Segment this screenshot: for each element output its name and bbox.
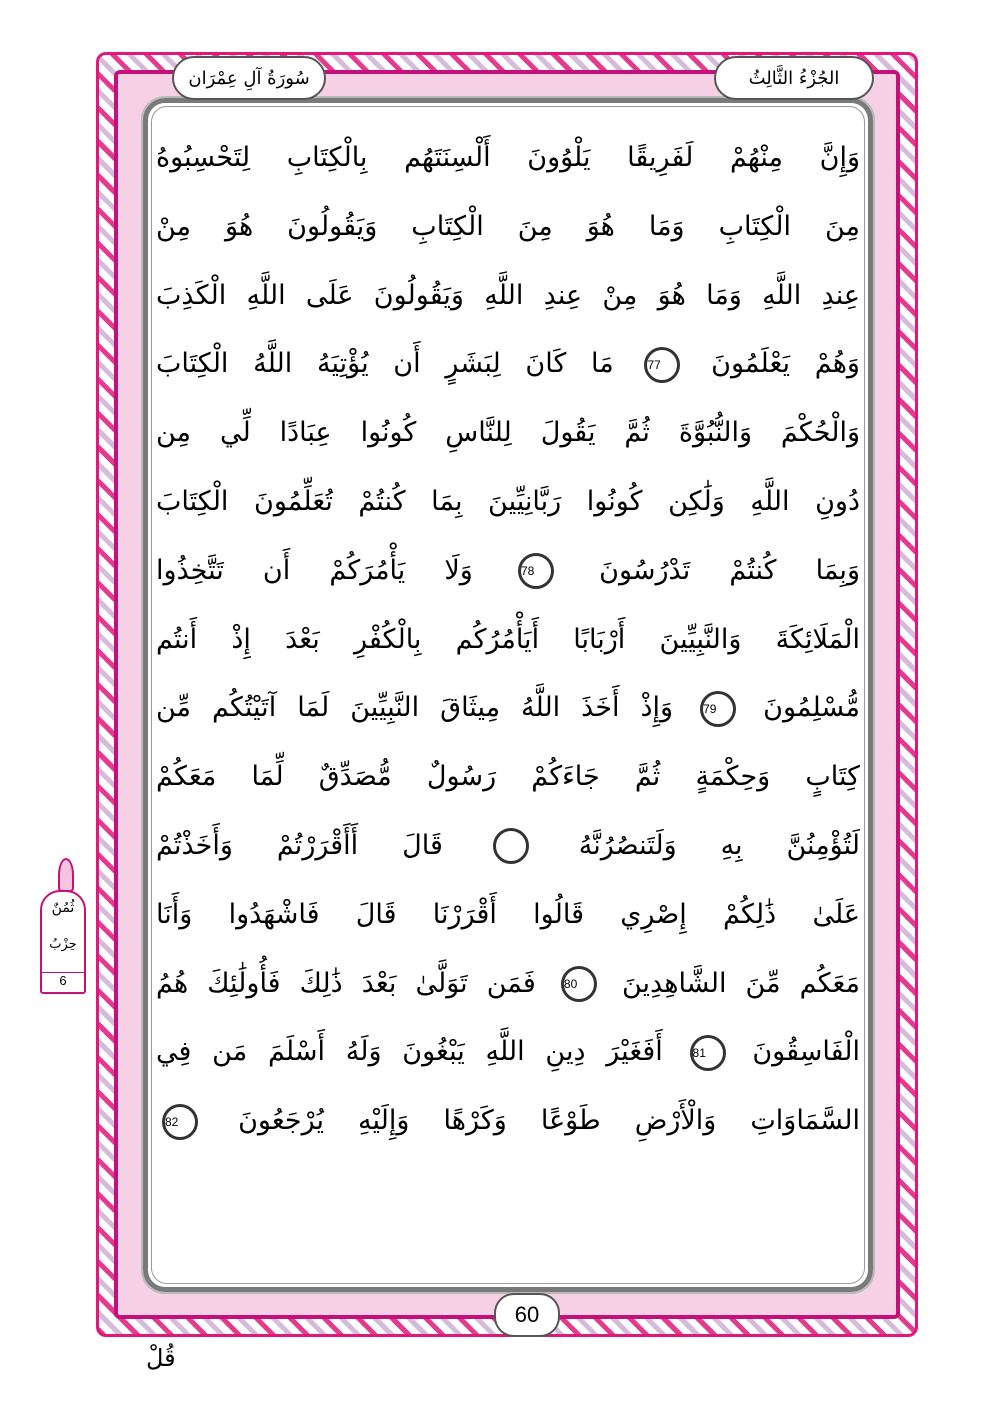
text-line bbox=[156, 881, 860, 950]
sajdah-marker-icon bbox=[493, 828, 529, 864]
verse-text: وَبِمَا كُنتُمْ تَدْرُسُونَ bbox=[599, 554, 860, 586]
verse-text: الْفَاسِقُونَ bbox=[752, 1036, 860, 1068]
verse-text: أَفَغَيْرَ دِينِ اللَّهِ يَبْغُونَ وَلَهُ أَسْلَمَ مَن فِي bbox=[156, 1036, 663, 1068]
ayah-number-marker: 82 bbox=[162, 1104, 198, 1140]
hizb-label: حِزْبُ bbox=[49, 936, 77, 952]
verse-text: فَمَن تَوَلَّىٰ بَعْدَ ذَٰلِكَ فَأُولَٰئِكَ هُمُ bbox=[156, 967, 536, 999]
verse-text: وَهُمْ يَعْلَمُونَ bbox=[711, 348, 860, 380]
text-line bbox=[156, 537, 860, 606]
verse-text: مَعَكُم مِّنَ الشَّاهِدِينَ bbox=[621, 967, 860, 999]
verse-text: وَلَا يَأْمُرَكُمْ أَن تَتَّخِذُوا bbox=[156, 554, 473, 586]
verse-text: وَالْحُكْمَ وَالنُّبُوَّةَ ثُمَّ يَقُولَ لِلنَّاسِ كُونُوا عِبَادًا لِّي مِن bbox=[156, 417, 860, 449]
ayah-number-marker: 79 bbox=[700, 691, 736, 727]
verse-text: وَإِنَّ مِنْهُمْ لَفَرِيقًا يَلْوُونَ أَلْسِنَتَهُم بِالْكِتَابِ لِتَحْسِبُوهُ bbox=[156, 142, 860, 173]
text-line bbox=[156, 812, 860, 881]
verse-text: عِندِ اللَّهِ وَمَا هُوَ مِنْ عِندِ اللَّهِ وَيَقُولُونَ عَلَى اللَّهِ الْكَذِبَ bbox=[156, 279, 860, 311]
ayah-number-marker: 81 bbox=[690, 1035, 726, 1071]
verse-text: مُّسْلِمُونَ bbox=[763, 692, 860, 724]
hizb-box bbox=[40, 890, 86, 994]
text-line bbox=[156, 468, 860, 537]
hizb-fraction: ثُمُنٌ bbox=[51, 900, 75, 916]
hizb-ornament-icon bbox=[58, 858, 74, 892]
text-line bbox=[156, 1087, 860, 1156]
page-number: 60 bbox=[494, 1293, 560, 1337]
verse-text: قَالَ أَأَقْرَرْتُمْ وَأَخَذْتُمْ bbox=[156, 829, 443, 861]
ayah-number-marker: 78 bbox=[518, 553, 554, 589]
verse-text: الْمَلَائِكَةَ وَالنَّبِيِّينَ أَرْبَابًا أَيَأْمُرُكُم بِالْكُفْرِ بَعْدَ إِذْ أَنتُم bbox=[156, 623, 860, 655]
text-line bbox=[156, 399, 860, 468]
verse-text: لَتُؤْمِنُنَّ بِهِ وَلَتَنصُرُنَّهُ bbox=[578, 829, 860, 861]
text-line bbox=[156, 743, 860, 812]
text-line bbox=[156, 124, 860, 193]
surah-header: سُورَةُ آلِ عِمْرَان bbox=[172, 56, 326, 100]
verse-text: السَّمَاوَاتِ وَالْأَرْضِ طَوْعًا وَكَرْهًا وَإِلَيْهِ يُرْجَعُونَ bbox=[238, 1105, 860, 1137]
text-line bbox=[156, 330, 860, 399]
quran-text-body bbox=[156, 124, 860, 1156]
verse-text: دُونِ اللَّهِ وَلَٰكِن كُونُوا رَبَّانِيِّينَ بِمَا كُنتُمْ تُعَلِّمُونَ الْكِتَابَ bbox=[156, 485, 860, 517]
verse-text: كِتَابٍ وَحِكْمَةٍ ثُمَّ جَاءَكُمْ رَسُولٌ مُّصَدِّقٌ لِّمَا مَعَكُمْ bbox=[156, 761, 860, 793]
text-line bbox=[156, 950, 860, 1019]
juz-header: الجُزْءُ الثَّالِثُ bbox=[714, 56, 874, 100]
verse-text: وَإِذْ أَخَذَ اللَّهُ مِيثَاقَ النَّبِيِّينَ لَمَا آتَيْتُكُم مِّن bbox=[156, 692, 674, 724]
text-line bbox=[156, 262, 860, 331]
text-line bbox=[156, 1018, 860, 1087]
hizb-number: 6 bbox=[42, 972, 84, 988]
ayah-number-marker: 77 bbox=[644, 347, 680, 383]
verse-text: مَا كَانَ لِبَشَرٍ أَن يُؤْتِيَهُ اللَّهُ الْكِتَابَ bbox=[156, 348, 614, 380]
catchword: قُلْ bbox=[146, 1344, 176, 1372]
verse-text: عَلَىٰ ذَٰلِكُمْ إِصْرِي قَالُوا أَقْرَرْنَا قَالَ فَاشْهَدُوا وَأَنَا bbox=[156, 898, 860, 930]
text-line bbox=[156, 606, 860, 675]
verse-text: مِنَ الْكِتَابِ وَمَا هُوَ مِنَ الْكِتَابِ وَيَقُولُونَ هُوَ مِنْ bbox=[156, 210, 860, 242]
hizb-marker bbox=[34, 858, 94, 996]
text-line bbox=[156, 674, 860, 743]
text-line bbox=[156, 193, 860, 262]
ayah-number-marker: 80 bbox=[561, 966, 597, 1002]
